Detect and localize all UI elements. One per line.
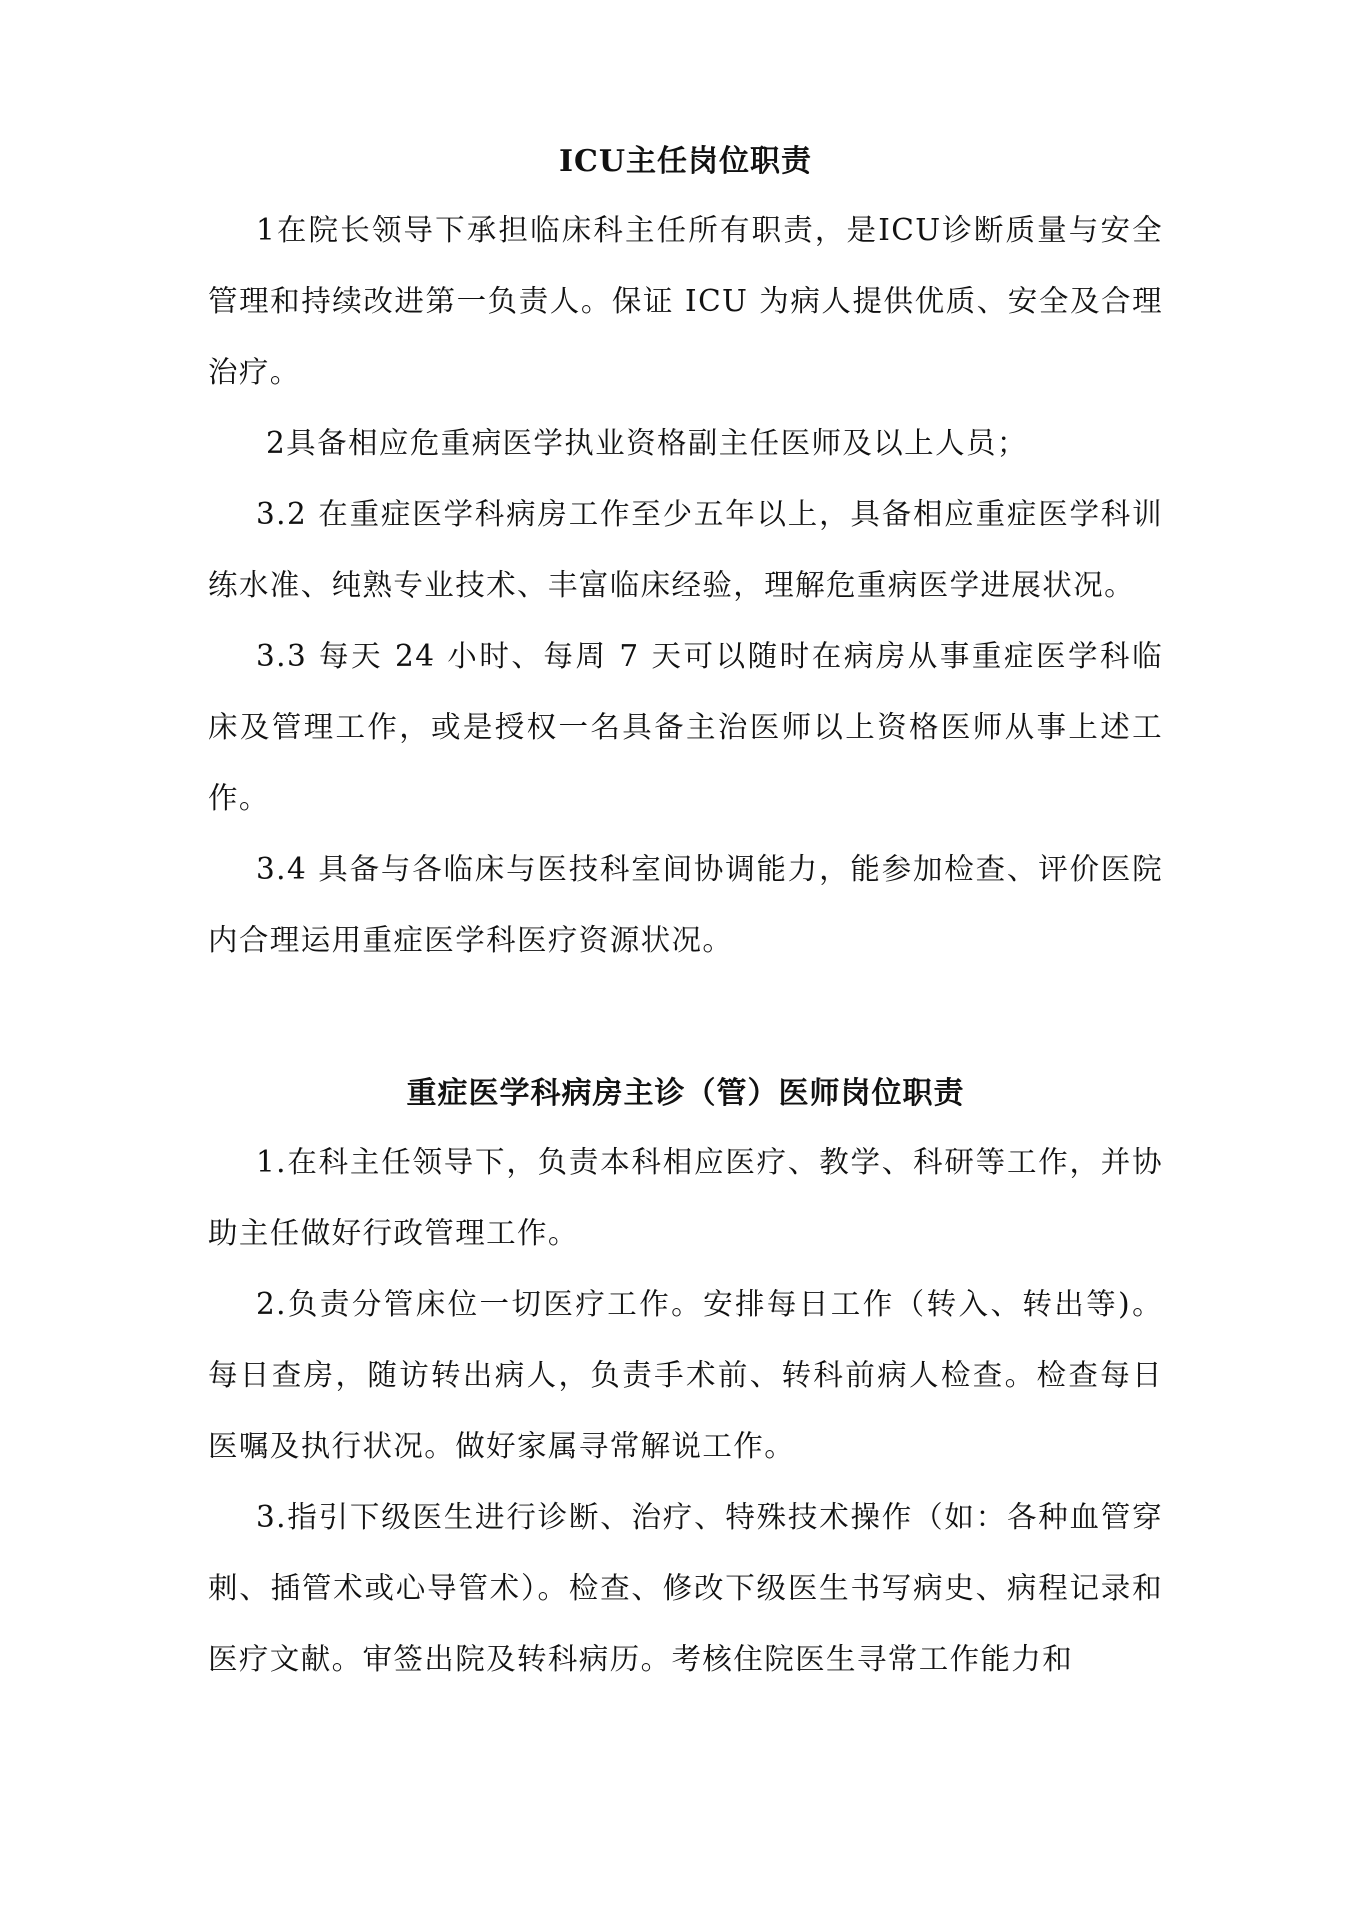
paragraph: 1在院长领导下承担临床科主任所有职责，是ICU诊断质量与安全管理和持续改进第一负责人。保证 ICU 为病人提供优质、安全及合理治疗。 <box>208 213 1163 389</box>
paragraph: 1.在科主任领导下，负责本科相应医疗、教学、科研等工作，并协助主任做好行政管理工作。 <box>208 1145 1163 1250</box>
paragraph: 2.负责分管床位一切医疗工作。安排每日工作（转入、转出等)。每日查房，随访转出病人，负责手术前、转科前病人检查。检查每日医嘱及执行状况。做好家属寻常解说工作。 <box>208 1287 1163 1463</box>
section-icu-director <box>208 140 1163 976</box>
paragraph: 3.4 具备与各临床与医技科室间协调能力，能参加检查、评价医院内合理运用重症医学科医疗资源状况。 <box>208 852 1163 957</box>
paragraph: 3.2 在重症医学科病房工作至少五年以上，具备相应重症医学科训练水准、纯熟专业技术、丰富临床经验，理解危重病医学进展状况。 <box>208 497 1163 602</box>
section-title: 重症医学科病房主诊（管）医师岗位职责 <box>406 1076 965 1111</box>
section-title: ICU主任岗位职责 <box>558 144 813 179</box>
paragraph: 2具备相应危重病医学执业资格副主任医师及以上人员； <box>266 426 1028 460</box>
section-attending-physician <box>208 1072 1163 1695</box>
paragraph: 3.指引下级医生进行诊断、治疗、特殊技术操作（如：各种血管穿刺、插管术或心导管术）。检查、修改下级医生书写病史、病程记录和医疗文献。审签出院及转科病历。考核住院医生寻常工作能力和 <box>208 1500 1163 1676</box>
document-content <box>208 140 1163 1695</box>
paragraph: 3.3 每天 24 小时、每周 7 天可以随时在病房从事重症医学科临床及管理工作，或是授权一名具备主治医师以上资格医师从事上述工作。 <box>208 639 1163 815</box>
